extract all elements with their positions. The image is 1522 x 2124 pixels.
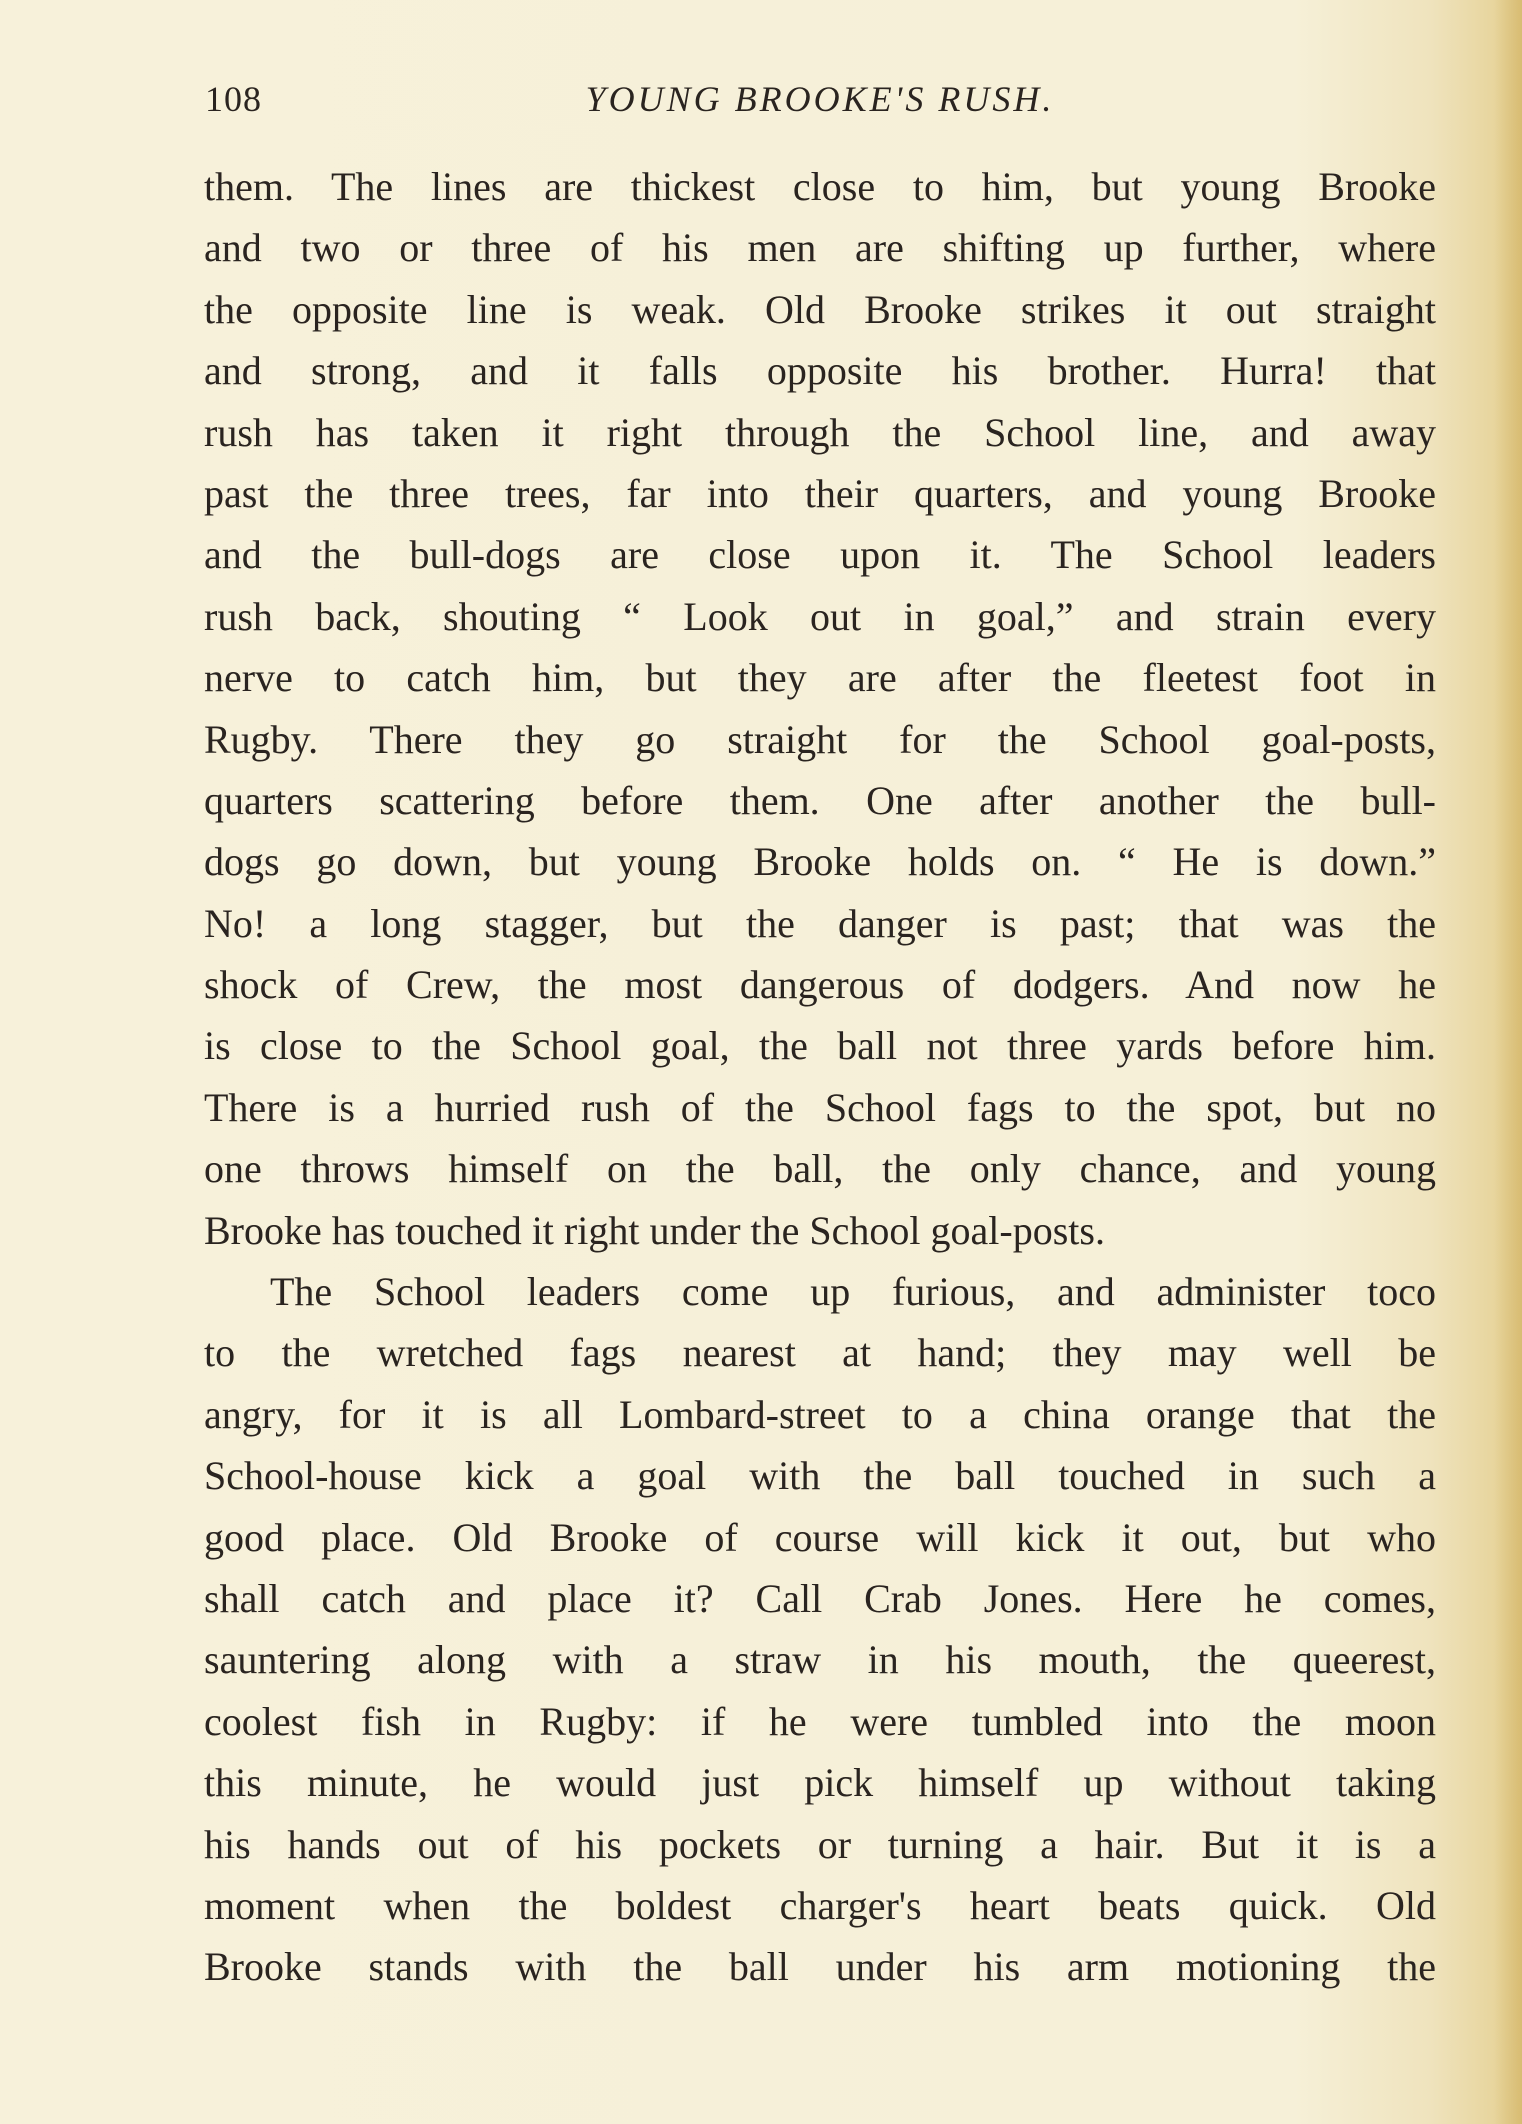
text-line: No! a long stagger, but the danger is past; that was the xyxy=(204,900,1436,946)
text-line: Brooke stands with the ball under his arm motioning the xyxy=(204,1944,1436,1990)
text-line: quarters scattering before them. One after another the bull- xyxy=(204,777,1436,823)
text-line: nerve to catch him, but they are after the fleetest foot in xyxy=(204,655,1436,701)
text-line: dogs go down, but young Brooke holds on. “ He is down.” xyxy=(204,839,1436,885)
paragraph-first-line: The School leaders come up furious, and administer toco xyxy=(270,1269,1436,1315)
text-line: and two or three of his men are shifting up further, where xyxy=(204,225,1436,271)
page-edge-shadow xyxy=(1494,0,1522,2124)
text-line: the opposite line is weak. Old Brooke strikes it out straight xyxy=(204,286,1436,332)
text-line: and the bull-dogs are close upon it. The School leaders xyxy=(204,532,1436,578)
text-line: one throws himself on the ball, the only chance, and young xyxy=(204,1146,1436,1192)
running-title: YOUNG BROOKE'S RUSH. xyxy=(585,79,1055,119)
text-line: is close to the School goal, the ball not three yards before him. xyxy=(204,1023,1436,1069)
text-line: School-house kick a goal with the ball touched in such a xyxy=(204,1453,1436,1499)
text-line: his hands out of his pockets or turning a hair. But it is a xyxy=(204,1821,1436,1867)
running-head xyxy=(205,78,1435,128)
text-line: them. The lines are thickest close to him, but young Brooke xyxy=(204,164,1436,209)
text-line: and strong, and it falls opposite his brother. Hurra! that xyxy=(204,348,1436,394)
text-line: rush has taken it right through the School line, and away xyxy=(204,409,1436,455)
text-line: good place. Old Brooke of course will kick it out, but who xyxy=(204,1514,1436,1560)
text-line: past the three trees, far into their quarters, and young Brooke xyxy=(204,470,1436,516)
text-line: Rugby. There they go straight for the School goal-posts, xyxy=(204,716,1436,762)
body-text xyxy=(204,156,1436,1998)
text-line: coolest fish in Rugby: if he were tumbled into the moon xyxy=(204,1698,1436,1744)
text-line: angry, for it is all Lombard-street to a china orange that the xyxy=(204,1391,1436,1437)
text-line: shock of Crew, the most dangerous of dodgers. And now he xyxy=(204,962,1436,1008)
text-line: Brooke has touched it right under the School goal-posts. xyxy=(204,1207,1105,1253)
text-line: There is a hurried rush of the School fags to the spot, but no xyxy=(204,1084,1436,1130)
text-line: rush back, shouting “ Look out in goal,” and strain every xyxy=(204,593,1436,639)
page-number: 108 xyxy=(205,79,262,119)
text-line: shall catch and place it? Call Crab Jones. Here he comes, xyxy=(204,1575,1436,1621)
text-line: sauntering along with a straw in his mouth, the queerest, xyxy=(204,1637,1436,1683)
text-line: moment when the boldest charger's heart beats quick. Old xyxy=(204,1882,1436,1928)
text-line: this minute, he would just pick himself up without taking xyxy=(204,1760,1436,1806)
text-line: to the wretched fags nearest at hand; they may well be xyxy=(204,1330,1436,1376)
